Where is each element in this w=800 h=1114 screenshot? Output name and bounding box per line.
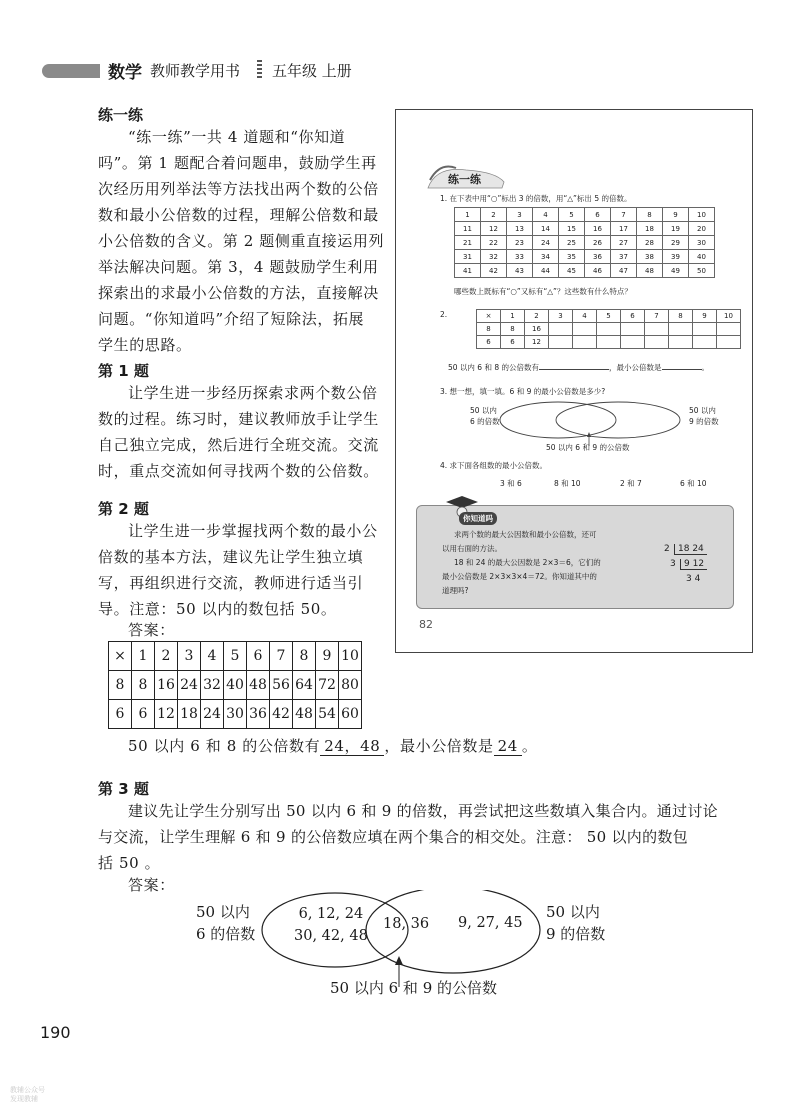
q1-line: 数的过程。练习时，建议教师放手让学生	[98, 410, 379, 428]
practice-line: 探索出的求最小公倍数的方法，直接解决	[98, 284, 379, 302]
q3-venn-caption: 50 以内 6 和 9 的公倍数	[330, 979, 498, 997]
table-cell	[693, 336, 717, 349]
did-you-know-line: 求两个数的最大公因数和最小公倍数，还可	[454, 530, 597, 539]
table-cell: 24	[201, 700, 224, 729]
table-cell: 8	[669, 310, 693, 323]
q3-left-label-line2: 6 的倍数	[196, 925, 256, 943]
table-cell: 36	[585, 250, 611, 264]
table-cell: 8	[132, 671, 155, 700]
table-cell: 46	[585, 264, 611, 278]
inset-q1-question: 哪些数上既标有“○”又标有“△”？这些数有什么特点？	[454, 287, 632, 296]
q3-heading: 第 3 题	[98, 780, 149, 798]
watermark-line: 教辅公众号	[10, 1086, 45, 1094]
table-cell	[669, 323, 693, 336]
table-cell: 32	[481, 250, 507, 264]
table-cell: 12	[155, 700, 178, 729]
header-grade: 五年级 上册	[272, 62, 352, 80]
table-cell: 9	[663, 208, 689, 222]
q3-right-label-line1: 50 以内	[546, 903, 600, 921]
q3-right-only: 9, 27, 45	[458, 915, 523, 931]
table-cell: 43	[507, 264, 533, 278]
table-cell: 25	[559, 236, 585, 250]
table-cell: 34	[533, 250, 559, 264]
inset-venn-caption: 50 以内 6 和 9 的公倍数	[546, 443, 630, 452]
inset-venn-right-label	[689, 405, 719, 427]
table-cell: 7	[611, 208, 637, 222]
table-cell: 4	[573, 310, 597, 323]
table-cell: 24	[533, 236, 559, 250]
inset-q2-blank-text2: ，最小公倍数是	[609, 363, 662, 372]
header-separator	[257, 60, 262, 78]
inset-venn-left-line1: 50 以内	[470, 406, 497, 415]
table-row	[109, 671, 362, 700]
table-cell: 47	[611, 264, 637, 278]
table-cell: 5	[224, 642, 247, 671]
q3-line: 与交流，让学生理解 6 和 9 的公倍数应填在两个集合的相交处。注意： 50 以内的数包	[98, 828, 688, 846]
inset-number-grid	[454, 207, 715, 278]
practice-line: 次经历用列举法等方法找出两个数的公倍	[98, 180, 379, 198]
table-cell: 16	[155, 671, 178, 700]
table-row	[477, 336, 741, 349]
table-cell: 42	[270, 700, 293, 729]
practice-line: 数和最小公倍数的过程，理解公倍数和最	[98, 206, 379, 224]
table-cell: 2	[155, 642, 178, 671]
q2-result-end: 。	[521, 737, 538, 755]
dividend: 18 24	[674, 544, 707, 555]
header-subject: 数学	[108, 63, 142, 83]
header-bar-decoration	[42, 64, 100, 78]
q2-result-line	[128, 733, 538, 759]
table-row	[477, 310, 741, 323]
table-cell: 6	[109, 700, 132, 729]
q2-result-mid: ，最小公倍数是	[384, 737, 494, 755]
table-row	[477, 323, 741, 336]
practice-line: 吗”。第 1 题配合着问题串，鼓励学生再	[98, 154, 377, 172]
table-cell: 24	[178, 671, 201, 700]
table-cell: 28	[637, 236, 663, 250]
table-cell: 40	[689, 250, 715, 264]
practice-heading: 练一练	[98, 106, 144, 124]
inset-q4-pair: 8 和 10	[554, 479, 581, 488]
did-you-know-line: 以用右面的方法。	[442, 544, 502, 553]
q2-paragraph	[98, 518, 388, 622]
table-cell: 48	[247, 671, 270, 700]
table-cell: 16	[585, 222, 611, 236]
table-cell: 45	[559, 264, 585, 278]
inset-venn-right-line1: 50 以内	[689, 406, 716, 415]
inset-venn-set-6	[500, 402, 616, 438]
table-cell: 54	[316, 700, 339, 729]
q2-line: 导。注意：50 以内的数包括 50。	[98, 600, 337, 618]
table-cell: 3	[507, 208, 533, 222]
watermark	[10, 1086, 45, 1104]
table-cell	[621, 336, 645, 349]
practice-line: 问题。“你知道吗”介绍了短除法，拓展	[98, 310, 365, 328]
table-cell: 8	[477, 323, 501, 336]
q2-line: 让学生进一步掌握找两个数的最小公	[128, 522, 378, 540]
inset-q2-blank-2	[662, 369, 702, 370]
did-you-know-line: 18 和 24 的最大公因数是 2×3＝6，它们的	[454, 558, 601, 567]
inset-q3-text: 3. 想一想，填一填。6 和 9 的最小公倍数是多少?	[440, 387, 606, 396]
inset-q1-text: 1. 在下表中用“○”标出 3 的倍数，用“△”标出 5 的倍数。	[440, 194, 632, 203]
table-cell: 27	[611, 236, 637, 250]
inset-venn-right-line2: 9 的倍数	[689, 417, 719, 426]
table-cell: 30	[224, 700, 247, 729]
q2-answer-table	[108, 641, 362, 729]
table-cell: 7	[270, 642, 293, 671]
table-cell: 40	[224, 671, 247, 700]
table-cell: 6	[501, 336, 525, 349]
table-cell: 29	[663, 236, 689, 250]
q2-lcm: 24	[494, 737, 522, 756]
inset-page-number: 82	[419, 618, 433, 631]
inset-q4-pair: 6 和 10	[680, 479, 707, 488]
table-cell: 72	[316, 671, 339, 700]
table-row	[455, 208, 715, 222]
table-row	[455, 222, 715, 236]
dividend: 9 12	[680, 559, 707, 570]
did-you-know-text	[442, 528, 601, 598]
q2-heading: 第 2 题	[98, 500, 149, 518]
division-row	[664, 542, 707, 557]
table-cell: 10	[339, 642, 362, 671]
table-cell: 14	[533, 222, 559, 236]
q3-answer-label: 答案：	[128, 876, 175, 894]
table-cell: 6	[585, 208, 611, 222]
inset-q2-blank-text: 50 以内 6 和 8 的公倍数有	[448, 363, 540, 372]
q3-intersection: 18, 36	[383, 916, 430, 932]
divisor: 3	[670, 559, 676, 569]
q2-result-prefix: 50 以内 6 和 8 的公倍数有	[128, 737, 321, 755]
table-cell: 6	[477, 336, 501, 349]
inset-q2-number: 2.	[440, 310, 448, 319]
q2-line: 倍数的基本方法，建议先让学生独立填	[98, 548, 364, 566]
watermark-line: 发现教辅	[10, 1095, 38, 1103]
q1-line: 自己独立完成，然后进行全班交流。交流	[98, 436, 379, 454]
short-division	[664, 542, 707, 587]
did-you-know-title: 你知道吗	[459, 512, 497, 525]
table-cell: 20	[689, 222, 715, 236]
inset-venn-arrow-head	[587, 432, 591, 437]
table-cell: 1	[455, 208, 481, 222]
table-cell: 5	[597, 310, 621, 323]
table-cell: ×	[477, 310, 501, 323]
table-cell: 12	[525, 336, 549, 349]
table-cell	[645, 336, 669, 349]
table-cell: 3	[549, 310, 573, 323]
q3-left-label	[196, 901, 255, 945]
inset-title: 练一练	[448, 173, 481, 186]
practice-paragraph	[98, 124, 388, 358]
table-cell: 38	[637, 250, 663, 264]
inset-venn-set-9	[556, 402, 680, 438]
table-cell: 48	[637, 264, 663, 278]
table-cell: 64	[293, 671, 316, 700]
table-cell: 7	[645, 310, 669, 323]
table-cell: 8	[109, 671, 132, 700]
inset-q2-blank-1	[539, 369, 609, 370]
q3-left-only	[294, 903, 368, 947]
table-cell: 4	[533, 208, 559, 222]
table-row	[455, 264, 715, 278]
table-cell: 39	[663, 250, 689, 264]
table-cell	[597, 323, 621, 336]
table-cell: 1	[501, 310, 525, 323]
table-cell: 12	[481, 222, 507, 236]
q1-paragraph	[98, 380, 388, 484]
q3-left-only-line1: 6, 12, 24	[298, 906, 364, 922]
q3-line: 建议先让学生分别写出 50 以内 6 和 9 的倍数，再尝试把这些数填入集合内。通过讨论	[128, 802, 718, 820]
q1-line: 让学生进一步经历探索求两个数公倍	[128, 384, 378, 402]
table-cell	[621, 323, 645, 336]
table-cell: 33	[507, 250, 533, 264]
q3-right-label-line2: 9 的倍数	[546, 925, 606, 943]
did-you-know-line: 最小公倍数是 2×3×3×4＝72。你知道其中的	[442, 572, 597, 581]
table-cell: 6	[621, 310, 645, 323]
table-cell: 49	[663, 264, 689, 278]
inset-q4-text: 4. 求下面各组数的最小公倍数。	[440, 461, 548, 470]
division-row	[686, 572, 707, 587]
inset-venn-left-line2: 6 的倍数	[470, 417, 500, 426]
page-number: 190	[40, 1023, 71, 1042]
table-cell: 42	[481, 264, 507, 278]
table-cell	[693, 323, 717, 336]
table-cell: 16	[525, 323, 549, 336]
table-cell: 6	[132, 700, 155, 729]
q2-line: 写，再组织进行交流，教师进行适当引	[98, 574, 364, 592]
table-cell: 13	[507, 222, 533, 236]
table-cell: 10	[717, 310, 741, 323]
inset-q4-pair: 3 和 6	[500, 479, 522, 488]
table-cell: 8	[293, 642, 316, 671]
venn-arrow-head	[395, 956, 403, 965]
table-cell	[573, 336, 597, 349]
table-cell: 35	[559, 250, 585, 264]
did-you-know-line: 道理吗?	[442, 586, 469, 595]
table-row	[109, 642, 362, 671]
table-cell: 50	[689, 264, 715, 278]
table-cell: 26	[585, 236, 611, 250]
table-cell	[549, 323, 573, 336]
table-cell: 19	[663, 222, 689, 236]
table-row	[455, 250, 715, 264]
table-cell: 22	[481, 236, 507, 250]
cap-board	[446, 496, 478, 508]
table-row	[109, 700, 362, 729]
table-cell: 11	[455, 222, 481, 236]
q3-left-only-line2: 30, 42, 48	[294, 928, 368, 944]
table-cell: 9	[316, 642, 339, 671]
q3-line: 括 50 。	[98, 854, 161, 872]
practice-line: “练一练”一共 4 道题和“你知道	[128, 128, 346, 146]
practice-line: 举法解决问题。第 3，4 题鼓励学生利用	[98, 258, 379, 276]
q2-common-multiples: 24，48	[320, 737, 384, 756]
table-cell	[549, 336, 573, 349]
q2-answer-label: 答案：	[128, 621, 175, 639]
table-cell: 30	[689, 236, 715, 250]
q3-left-label-line1: 50 以内	[196, 903, 250, 921]
table-cell: 23	[507, 236, 533, 250]
inset-q2-table	[476, 309, 741, 349]
practice-line: 小公倍数的含义。第 2 题侧重直接运用列	[98, 232, 385, 250]
table-cell: 80	[339, 671, 362, 700]
table-cell: 8	[501, 323, 525, 336]
table-cell: 41	[455, 264, 481, 278]
table-cell: 10	[689, 208, 715, 222]
header-book-title: 教师教学用书	[150, 62, 241, 80]
quotient: 3 4	[686, 574, 701, 584]
division-row	[664, 557, 707, 572]
table-cell: 5	[559, 208, 585, 222]
table-cell: 18	[178, 700, 201, 729]
table-cell: 21	[455, 236, 481, 250]
table-cell: 44	[533, 264, 559, 278]
table-cell: ×	[109, 642, 132, 671]
table-cell: 17	[611, 222, 637, 236]
table-cell: 1	[132, 642, 155, 671]
table-cell: 32	[201, 671, 224, 700]
inset-q2-blank-end: 。	[701, 363, 710, 372]
table-cell: 48	[293, 700, 316, 729]
table-cell: 36	[247, 700, 270, 729]
inset-q2-blank-line	[448, 362, 709, 373]
textbook-page-inset	[395, 109, 753, 653]
table-cell	[717, 323, 741, 336]
q1-heading: 第 1 题	[98, 362, 149, 380]
table-cell	[669, 336, 693, 349]
table-cell: 37	[611, 250, 637, 264]
table-cell: 56	[270, 671, 293, 700]
table-cell: 31	[455, 250, 481, 264]
table-cell: 18	[637, 222, 663, 236]
table-cell: 4	[201, 642, 224, 671]
table-cell	[717, 336, 741, 349]
q3-right-label	[546, 901, 605, 945]
table-cell: 6	[247, 642, 270, 671]
q1-line: 时，重点交流如何寻找两个数的公倍数。	[98, 462, 379, 480]
table-cell	[645, 323, 669, 336]
table-row	[455, 236, 715, 250]
table-cell: 2	[481, 208, 507, 222]
table-cell	[597, 336, 621, 349]
table-cell: 2	[525, 310, 549, 323]
table-cell: 60	[339, 700, 362, 729]
table-cell	[573, 323, 597, 336]
inset-q4-pair: 2 和 7	[620, 479, 642, 488]
table-cell: 15	[559, 222, 585, 236]
table-cell: 8	[637, 208, 663, 222]
table-cell: 9	[693, 310, 717, 323]
practice-line: 学生的思路。	[98, 336, 192, 354]
divisor: 2	[664, 544, 670, 554]
q3-paragraph	[98, 798, 720, 876]
table-cell: 3	[178, 642, 201, 671]
inset-venn-left-label	[470, 405, 500, 427]
